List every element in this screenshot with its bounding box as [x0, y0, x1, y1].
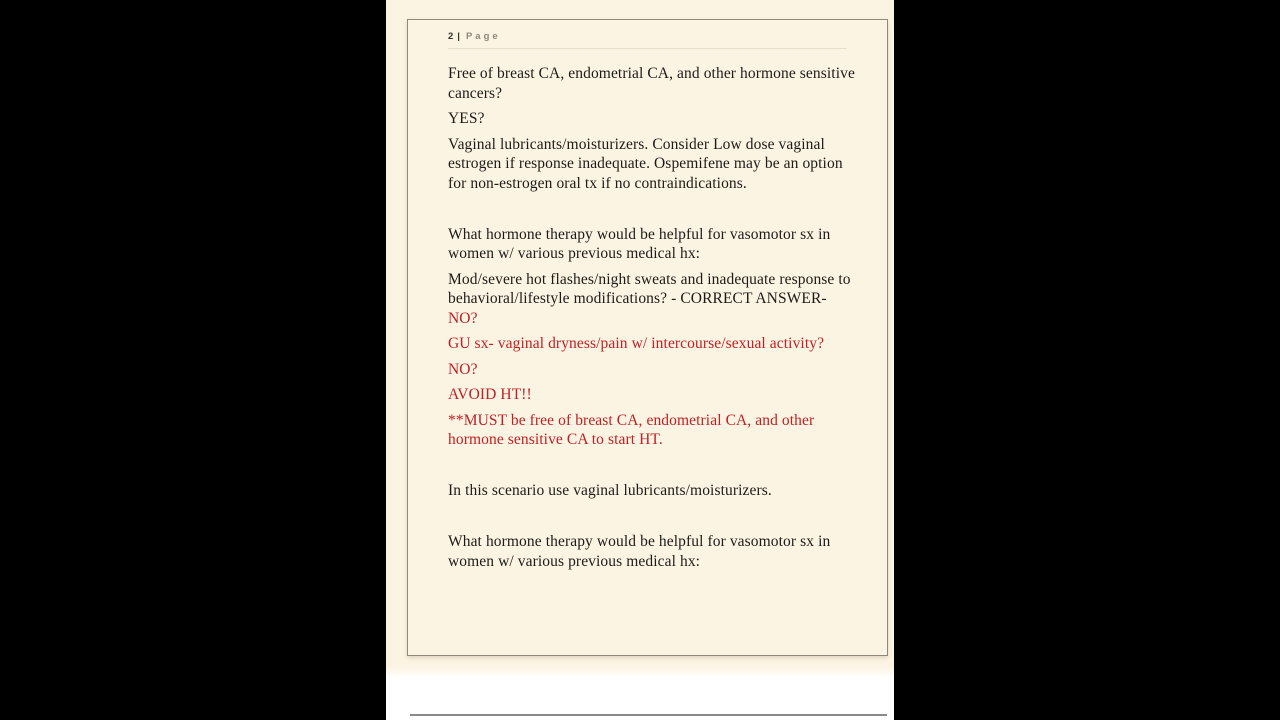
paragraph: [448, 411, 847, 450]
page-paragraphs: [448, 64, 855, 571]
paragraph-line: Vaginal lubricants/moisturizers. Consider Low dose vaginal: [448, 135, 825, 153]
paragraph: [448, 385, 847, 405]
paragraph-line: **MUST be free of breast CA, endometrial CA, and other: [448, 411, 815, 429]
paper-background: [386, 0, 894, 678]
paragraph-spacer: [448, 456, 847, 476]
paragraph: [448, 135, 847, 194]
next-page-top-border: [410, 714, 887, 716]
page-header: [448, 30, 847, 49]
document-viewer: [386, 0, 894, 720]
paragraph: [448, 532, 847, 571]
paragraph-line: behavioral/lifestyle modifications? - CORRECT ANSWER-: [448, 290, 827, 307]
paragraph: [448, 225, 847, 264]
paragraph: [448, 360, 847, 380]
paragraph: [448, 334, 847, 354]
page-header-label: Page: [465, 31, 501, 42]
paragraph-line: for non-estrogen oral tx if no contraindications.: [448, 174, 747, 192]
paragraph-line: women w/ various previous medical hx:: [448, 245, 701, 262]
page-number: 2: [448, 31, 454, 42]
paragraph-line: Mod/severe hot flashes/night sweats and inadequate response to: [448, 270, 851, 288]
paragraph-spacer: [448, 199, 847, 219]
paragraph-line: YES?: [448, 110, 485, 127]
letterbox-bar-left: [0, 0, 386, 720]
letterbox-bar-right: [894, 0, 1280, 720]
paragraph-line: cancers?: [448, 84, 503, 102]
paragraph: [448, 270, 851, 329]
paragraph-line: women w/ various previous medical hx:: [448, 552, 701, 570]
page-header-separator: |: [457, 31, 460, 42]
paragraph-line: hormone sensitive CA to start HT.: [448, 431, 663, 448]
paragraph-line: In this scenario use vaginal lubricants/moisturizers.: [448, 482, 772, 499]
paragraph: [448, 64, 855, 103]
paragraph: [448, 109, 847, 129]
paragraph-line: AVOID HT!!: [448, 386, 532, 403]
document-page: [407, 19, 888, 656]
paragraph-line: Free of breast CA, endometrial CA, and other hormone sensitive: [448, 65, 855, 82]
paragraph-line: NO?: [448, 309, 478, 327]
paragraph-line: What hormone therapy would be helpful for vasomotor sx in: [448, 533, 831, 550]
paragraph-line: What hormone therapy would be helpful for vasomotor sx in: [448, 225, 831, 243]
paragraph-line: NO?: [448, 360, 478, 378]
paragraph-spacer: [448, 507, 847, 527]
paragraph: [448, 481, 847, 501]
paragraph-line: GU sx- vaginal dryness/pain w/ intercourse/sexual activity?: [448, 335, 825, 352]
paragraph-line: estrogen if response inadequate. Ospemifene may be an option: [448, 155, 843, 172]
